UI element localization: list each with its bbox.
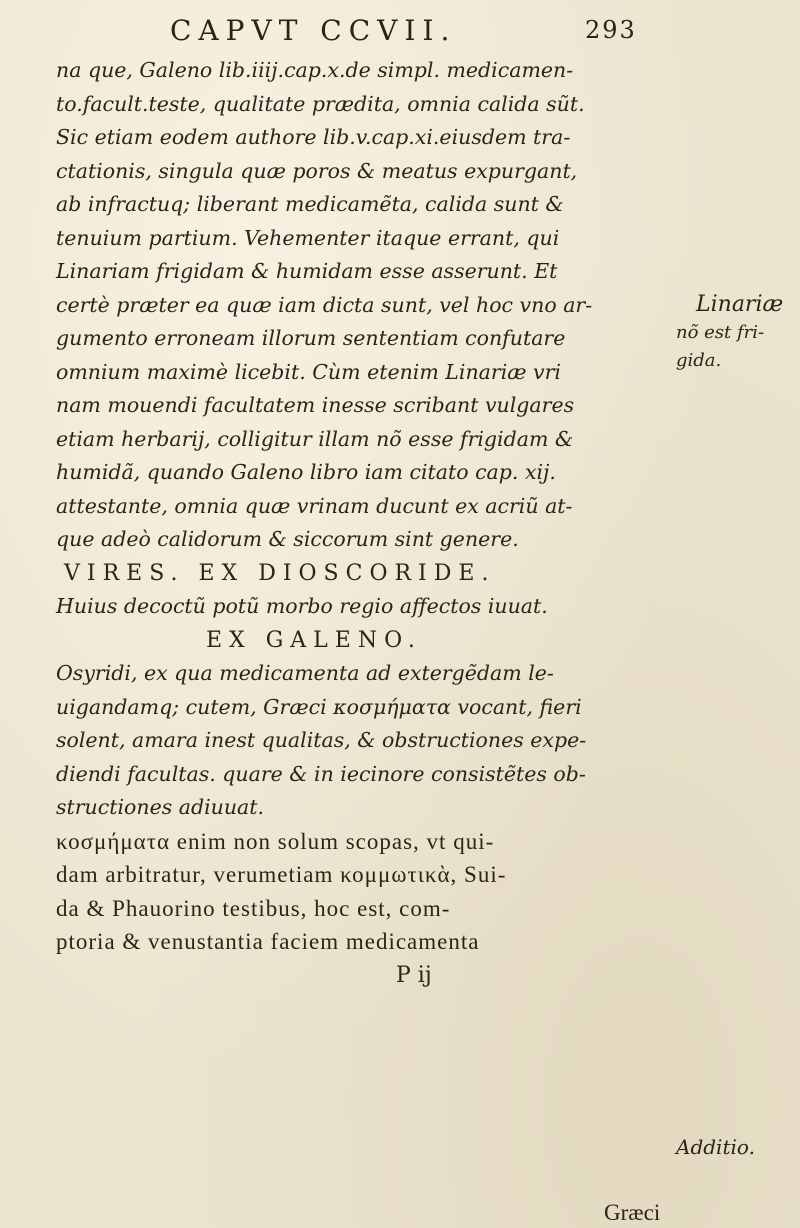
text-line: structiones adiuuat. <box>56 795 265 819</box>
margin-note-additio: Additio. <box>676 1135 755 1159</box>
text-line: humidã, quando Galeno libro iam citato cap. xij. <box>56 460 556 484</box>
text-line: attestante, omnia quæ vrinam ducunt ex acriũ at- <box>56 493 573 518</box>
text-line: solent, amara inest qualitas, & obstructiones expe- <box>56 728 587 752</box>
text-line: omnium maximè licebit. Cùm etenim Linariæ vri <box>56 359 561 384</box>
text-line: Sic etiam eodem authore lib.v.cap.xi.eiusdem tra- <box>56 125 571 149</box>
page-header <box>170 14 690 50</box>
main-text-block <box>56 54 676 992</box>
text-line: da & Phauorino testibus, hoc est, com- <box>56 895 451 921</box>
text-line: nam mouendi facultatem inesse scribant vulgares <box>56 393 575 417</box>
text-line: Huius decoctũ potũ morbo regio affectos iuuat. <box>56 594 548 618</box>
text-line: Linariam frigidam & humidam esse asserunt. Et <box>56 259 558 283</box>
catchword: Græci <box>604 1200 661 1225</box>
page-number: 293 <box>585 16 637 44</box>
text-line: na que, Galeno lib.iiij.cap.x.de simpl. medicamen- <box>56 58 574 82</box>
text-line: ab infractuq; liberant medicamẽta, calida sunt & <box>56 192 564 216</box>
margin-note-non-est-fri: nõ est fri- <box>676 322 765 343</box>
section-heading-vires: VIRES. EX DIOSCORIDE. <box>64 560 496 586</box>
text-line: ctationis, singula quæ poros & meatus expurgant, <box>56 158 578 183</box>
text-line: ptoria & venustantia faciem medicamenta <box>56 929 480 954</box>
text-line: Osyridi, ex qua medicamenta ad extergẽdam le- <box>56 661 554 685</box>
signature-mark: P ij <box>396 962 432 988</box>
running-head: CAPVT CCVII. <box>170 14 457 47</box>
text-line: certè præter ea quæ iam dicta sunt, vel hoc vno ar- <box>56 292 593 317</box>
text-line: diendi facultas. quare & in iecinore consistẽtes ob- <box>56 761 586 786</box>
text-line: dam arbitratur, verumetiam κομμωτικὰ, Sui- <box>56 862 507 887</box>
section-heading-galeno: EX GALENO. <box>206 627 422 653</box>
text-line: κοσμήματα enim non solum scopas, vt qui- <box>56 828 495 854</box>
text-line: uigandamq; cutem, Græci κοσμήματα vocant, fieri <box>56 694 582 719</box>
margin-note-linariae: Linariæ <box>696 292 784 317</box>
text-line: to.facult.teste, qualitate prædita, omnia calida sũt. <box>56 91 585 116</box>
margin-note-gida: gida. <box>676 350 722 371</box>
text-line: gumento erroneam illorum sententiam confutare <box>56 326 566 350</box>
text-line: etiam herbarij, colligitur illam nõ esse frigidam & <box>56 426 574 451</box>
text-line: que adeò calidorum & siccorum sint genere. <box>56 527 519 551</box>
text-line: tenuium partium. Vehementer itaque errant, qui <box>56 225 560 250</box>
